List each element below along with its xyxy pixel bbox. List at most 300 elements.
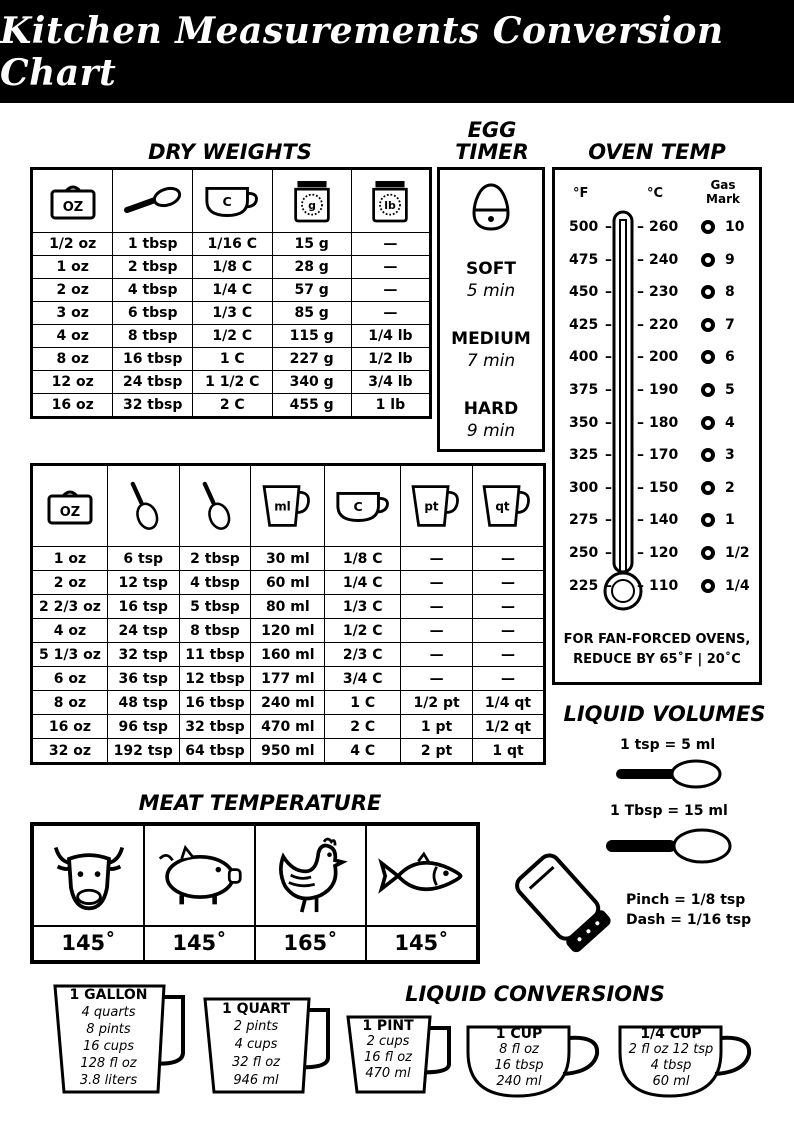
liquid-measure-line: 2 fl oz 12 tsp <box>628 1042 714 1057</box>
meat-temp-cell <box>144 926 255 961</box>
meat-cell <box>255 825 366 926</box>
gas-mark-value: 9 <box>725 251 735 268</box>
volume-cell: 3/4 C <box>325 667 401 691</box>
liquid-conversions-title: LIQUID CONVERSIONS <box>405 982 665 1006</box>
teaspoon-icon <box>614 757 724 791</box>
gas-flame-icon <box>701 481 715 495</box>
gas-flame-icon <box>701 448 715 462</box>
liquid-measure-3 <box>345 1014 453 1095</box>
volume-cell: 6 oz <box>32 667 108 691</box>
tick-mark: – <box>605 349 612 366</box>
oven-temp-row <box>555 413 759 435</box>
volume-row <box>32 667 545 691</box>
dry-row <box>32 302 431 325</box>
dry-cell: 8 tbsp <box>113 325 193 348</box>
liquid-measure-line: 128 fl oz <box>80 1056 137 1071</box>
oz-scale-icon <box>32 169 113 233</box>
gas-flame-icon <box>701 416 715 430</box>
tick-mark: – <box>605 512 612 529</box>
celsius-value: 240 <box>649 251 679 268</box>
dry-cell: 1 lb <box>351 394 430 418</box>
fahrenheit-value: 475 <box>569 251 599 268</box>
dry-cell: 115 g <box>272 325 351 348</box>
quart-jug-icon <box>473 465 545 547</box>
pound-scale-icon <box>351 169 430 233</box>
pinch-conversion: Pinch = 1/8 tsp <box>626 892 746 908</box>
volume-cell: 1 C <box>325 691 401 715</box>
liquid-measure-line: 240 ml <box>496 1074 542 1089</box>
dry-row <box>32 325 431 348</box>
dry-weights-title: DRY WEIGHTS <box>148 140 312 164</box>
liquid-measure-4 <box>465 1022 601 1099</box>
pint-jug-icon <box>401 465 473 547</box>
oz-scale-icon <box>32 465 108 547</box>
liquid-measure-head: 1 GALLON <box>69 987 148 1003</box>
tick-mark: – <box>605 414 612 431</box>
gas-mark-value: 10 <box>725 219 745 235</box>
volume-cell: 1 oz <box>32 547 108 571</box>
fan-forced-note <box>555 630 759 670</box>
oven-temp-title: OVEN TEMP <box>588 140 726 164</box>
fahrenheit-value: 450 <box>569 284 599 301</box>
volume-header-row <box>32 465 545 547</box>
liquid-measure-line: 4 cups <box>234 1037 278 1052</box>
dry-row <box>32 348 431 371</box>
tick-mark: – <box>637 447 644 464</box>
svg-text:ml: ml <box>274 499 291 514</box>
fahrenheit-value: 375 <box>569 382 599 398</box>
oven-temp-row <box>555 380 759 402</box>
liquid-measure-line: 16 tbsp <box>494 1058 544 1073</box>
liquid-measure-line: 2 cups <box>366 1034 410 1049</box>
volume-cell: 2 oz <box>32 571 108 595</box>
volume-cell: — <box>473 643 545 667</box>
volume-cell: 11 tbsp <box>179 643 251 667</box>
liquid-measure-line: 2 pints <box>233 1019 279 1034</box>
volume-cell: 1 pt <box>401 715 473 739</box>
gas-mark-value: 2 <box>725 479 735 496</box>
dry-weights-table <box>30 167 432 419</box>
volume-cell: 60 ml <box>251 571 325 595</box>
volume-cell: 1/2 pt <box>401 691 473 715</box>
volume-cell: 4 C <box>325 739 401 764</box>
dry-cell: 16 oz <box>32 394 113 418</box>
fish-icon <box>367 826 476 925</box>
fan-forced-line1: FOR FAN-FORCED OVENS, <box>563 632 751 647</box>
fahrenheit-header: °F <box>573 186 589 201</box>
meat-temperature-box <box>30 822 480 964</box>
dry-cell: 85 g <box>272 302 351 325</box>
egg-timer-item <box>440 328 542 372</box>
liquid-measure-line: 8 fl oz <box>499 1042 539 1057</box>
dry-cell: 1 tbsp <box>113 233 193 256</box>
celsius-value: 190 <box>649 382 679 398</box>
volume-cell: 2 C <box>325 715 401 739</box>
fahrenheit-value: 275 <box>569 512 599 529</box>
volume-cell: 32 tbsp <box>179 715 251 739</box>
volume-cell: 470 ml <box>251 715 325 739</box>
celsius-header: °C <box>647 186 664 201</box>
dry-cell: 32 tbsp <box>113 394 193 418</box>
volume-cell: 1/3 C <box>325 595 401 619</box>
fahrenheit-value: 300 <box>569 479 599 496</box>
volume-cell: 32 oz <box>32 739 108 764</box>
celsius-value: 260 <box>649 219 679 235</box>
celsius-value: 230 <box>649 284 679 301</box>
volume-row <box>32 571 545 595</box>
volume-cell: 16 tbsp <box>179 691 251 715</box>
svg-text:pt: pt <box>423 499 439 514</box>
egg-timer-icon <box>471 182 511 232</box>
liquid-measure-1 <box>52 983 187 1095</box>
dry-cell: 2 tbsp <box>113 256 193 279</box>
tick-mark: – <box>605 577 612 594</box>
tablespoon-icon <box>604 826 734 866</box>
fan-forced-line2: REDUCE BY 65˚F | 20˚C <box>573 652 741 667</box>
tick-mark: – <box>605 251 612 268</box>
liquid-measure-text <box>58 987 159 1089</box>
oven-temp-row <box>555 217 759 239</box>
gas-flame-icon <box>701 546 715 560</box>
volume-cell: — <box>473 667 545 691</box>
oven-temp-row <box>555 543 759 565</box>
volume-cell: 5 tbsp <box>179 595 251 619</box>
page-header <box>0 0 794 103</box>
dry-row <box>32 371 431 394</box>
volume-cell: 16 tsp <box>107 595 179 619</box>
cup-icon <box>192 169 272 233</box>
tick-mark: – <box>637 316 644 333</box>
egg-timer-item <box>440 258 542 302</box>
fahrenheit-value: 350 <box>569 414 599 431</box>
volume-cell: 32 tsp <box>107 643 179 667</box>
gas-mark-value: 3 <box>725 447 735 464</box>
ml-jug-icon <box>251 465 325 547</box>
dry-cell: 3/4 lb <box>351 371 430 394</box>
celsius-value: 110 <box>649 577 679 594</box>
meat-safe-temp: 165˚ <box>283 931 338 955</box>
liquid-measure-5 <box>617 1022 753 1099</box>
liquid-measure-line: 16 cups <box>82 1039 135 1054</box>
volume-row <box>32 691 545 715</box>
volume-row <box>32 619 545 643</box>
gas-flame-icon <box>701 318 715 332</box>
tick-mark: – <box>637 512 644 529</box>
oven-temp-row <box>555 315 759 337</box>
liquid-measure-text <box>351 1018 425 1082</box>
volume-cell: 4 oz <box>32 619 108 643</box>
gas-mark-value: 1/4 <box>725 577 750 594</box>
volume-row <box>32 715 545 739</box>
fahrenheit-value: 250 <box>569 545 599 561</box>
volume-cell: 240 ml <box>251 691 325 715</box>
volume-cell: 12 tsp <box>107 571 179 595</box>
liquid-measure-text <box>471 1026 567 1090</box>
oven-temp-row <box>555 445 759 467</box>
dry-cell: 340 g <box>272 371 351 394</box>
dry-cell: 4 oz <box>32 325 113 348</box>
liquid-measure-head: 1 QUART <box>222 1001 290 1017</box>
volume-cell: 1/4 C <box>325 571 401 595</box>
svg-text:C: C <box>222 193 233 209</box>
svg-text:g: g <box>307 199 316 213</box>
liquid-measure-line: 4 quarts <box>81 1005 136 1020</box>
gas-mark-value: 6 <box>725 349 735 366</box>
celsius-value: 140 <box>649 512 679 529</box>
dry-cell: 1 oz <box>32 256 113 279</box>
volume-row <box>32 643 545 667</box>
dry-row <box>32 279 431 302</box>
dry-cell: 24 tbsp <box>113 371 193 394</box>
dry-cell: 1/2 lb <box>351 348 430 371</box>
volume-cell: 80 ml <box>251 595 325 619</box>
dry-cell: 57 g <box>272 279 351 302</box>
gas-flame-icon <box>701 253 715 267</box>
dry-cell: 3 oz <box>32 302 113 325</box>
fahrenheit-value: 325 <box>569 447 599 464</box>
svg-text:qt: qt <box>495 499 510 514</box>
dry-cell: 1/16 C <box>192 233 272 256</box>
tablespoon-icon <box>179 465 251 547</box>
liquid-measure-head: 1/4 CUP <box>640 1026 702 1042</box>
celsius-value: 220 <box>649 316 679 333</box>
volume-cell: 12 tbsp <box>179 667 251 691</box>
liquid-measure-line: 946 ml <box>233 1073 279 1088</box>
volume-cell: 48 tsp <box>107 691 179 715</box>
liquid-measure-head: 1 CUP <box>495 1026 543 1042</box>
oven-temp-row <box>555 510 759 532</box>
cow-icon <box>34 826 143 925</box>
volume-cell: — <box>401 667 473 691</box>
volume-cell: 1/8 C <box>325 547 401 571</box>
gas-mark-value: 1 <box>725 512 735 529</box>
tick-mark: – <box>605 219 612 235</box>
liquid-measure-line: 4 tbsp <box>650 1058 692 1073</box>
dry-cell: 28 g <box>272 256 351 279</box>
volume-cell: 950 ml <box>251 739 325 764</box>
gas-mark-value: 4 <box>725 414 735 431</box>
page-title: Kitchen Measurements Conversion Chart <box>0 9 724 94</box>
oven-temp-row <box>555 478 759 500</box>
egg-doneness-label: HARD <box>463 399 519 419</box>
volume-cell: 8 tbsp <box>179 619 251 643</box>
liquid-measure-line: 8 pints <box>86 1022 131 1037</box>
teaspoon-icon <box>107 465 179 547</box>
celsius-value: 200 <box>649 349 679 366</box>
liquid-measure-line: 32 fl oz <box>232 1055 280 1070</box>
volume-cell: 177 ml <box>251 667 325 691</box>
dry-cell: 1/3 C <box>192 302 272 325</box>
gas-mark-value: 8 <box>725 284 735 301</box>
gas-flame-icon <box>701 220 715 234</box>
liquid-measure-2 <box>202 996 332 1095</box>
meat-temp-cell <box>366 926 477 961</box>
dry-row <box>32 394 431 418</box>
tick-mark: – <box>637 414 644 431</box>
egg-timer-item <box>440 398 542 442</box>
meat-cell <box>144 825 255 926</box>
dry-header-row <box>32 169 431 233</box>
tick-mark: – <box>637 382 644 398</box>
volume-cell: — <box>473 547 545 571</box>
dry-cell: 1/4 lb <box>351 325 430 348</box>
egg-boil-time: 9 min <box>466 421 516 441</box>
gas-mark-value: 1/2 <box>725 545 750 561</box>
dry-cell: 227 g <box>272 348 351 371</box>
dry-cell: 8 oz <box>32 348 113 371</box>
dry-cell: 1/2 C <box>192 325 272 348</box>
dry-cell: 6 tbsp <box>113 302 193 325</box>
volume-cell: 1/2 qt <box>473 715 545 739</box>
liquid-measure-line: 60 ml <box>652 1074 690 1089</box>
egg-doneness-label: SOFT <box>466 259 516 279</box>
tick-mark: – <box>605 447 612 464</box>
volume-cell: 24 tsp <box>107 619 179 643</box>
tick-mark: – <box>637 219 644 235</box>
volume-cell: — <box>401 547 473 571</box>
volume-cell: — <box>401 619 473 643</box>
meat-cell <box>366 825 477 926</box>
fahrenheit-value: 225 <box>569 577 599 594</box>
volume-cell: 1/2 C <box>325 619 401 643</box>
oven-temp-box <box>552 167 762 685</box>
gas-flame-icon <box>701 383 715 397</box>
tick-mark: – <box>605 284 612 301</box>
dry-cell: — <box>351 233 430 256</box>
fahrenheit-value: 500 <box>569 219 599 235</box>
volume-cell: — <box>401 643 473 667</box>
tick-mark: – <box>605 316 612 333</box>
meat-cell <box>33 825 144 926</box>
volume-cell: 96 tsp <box>107 715 179 739</box>
celsius-value: 170 <box>649 447 679 464</box>
liquid-measure-head: 1 PINT <box>362 1018 414 1034</box>
meat-safe-temp: 145˚ <box>394 931 449 955</box>
gas-flame-icon <box>701 285 715 299</box>
volume-cell: — <box>401 595 473 619</box>
svg-text:OZ: OZ <box>59 505 81 520</box>
fahrenheit-value: 400 <box>569 349 599 366</box>
egg-boil-time: 5 min <box>466 281 516 301</box>
salt-shaker-icon <box>508 848 618 958</box>
volume-cell: 64 tbsp <box>179 739 251 764</box>
liquid-measure-line: 16 fl oz <box>364 1050 412 1065</box>
meat-temperature-title: MEAT TEMPERATURE <box>138 791 382 815</box>
egg-doneness-label: MEDIUM <box>451 329 531 349</box>
volume-cell: 2 2/3 oz <box>32 595 108 619</box>
gas-flame-icon <box>701 350 715 364</box>
gas-mark-value: 7 <box>725 316 735 333</box>
svg-text:OZ: OZ <box>62 200 83 215</box>
volume-cell: 5 1/3 oz <box>32 643 108 667</box>
liquid-measure-line: 3.8 liters <box>79 1073 138 1088</box>
dry-cell: 1 C <box>192 348 272 371</box>
dry-cell: 16 tbsp <box>113 348 193 371</box>
tbsp-conversion: 1 Tbsp = 15 ml <box>610 803 728 819</box>
celsius-value: 150 <box>649 479 679 496</box>
meat-temp-cell <box>255 926 366 961</box>
dry-cell: 2 oz <box>32 279 113 302</box>
egg-boil-time: 7 min <box>466 351 516 371</box>
tick-mark: – <box>637 284 644 301</box>
dry-cell: 15 g <box>272 233 351 256</box>
dry-cell: 1/4 C <box>192 279 272 302</box>
dry-cell: — <box>351 302 430 325</box>
liquid-measure-line: 470 ml <box>365 1066 411 1081</box>
gas-flame-icon <box>701 579 715 593</box>
liquid-measure-text <box>623 1026 719 1090</box>
dash-conversion: Dash = 1/16 tsp <box>626 912 752 928</box>
volume-cell: 1/4 qt <box>473 691 545 715</box>
tick-mark: – <box>605 479 612 496</box>
volume-table <box>30 463 546 765</box>
pig-icon <box>145 826 254 925</box>
volume-cell: 2 tbsp <box>179 547 251 571</box>
dry-cell: 1 1/2 C <box>192 371 272 394</box>
volume-cell: 6 tsp <box>107 547 179 571</box>
volume-cell: 16 oz <box>32 715 108 739</box>
spoon-icon <box>113 169 193 233</box>
dry-cell: — <box>351 279 430 302</box>
svg-text:C: C <box>353 498 363 514</box>
tick-mark: – <box>637 479 644 496</box>
volume-cell: — <box>473 571 545 595</box>
volume-cell: 4 tbsp <box>179 571 251 595</box>
liquid-volumes-title: LIQUID VOLUMES <box>563 702 766 726</box>
chicken-icon <box>256 826 365 925</box>
celsius-value: 180 <box>649 414 679 431</box>
tick-mark: – <box>605 382 612 398</box>
volume-cell: — <box>401 571 473 595</box>
volume-cell: — <box>473 619 545 643</box>
volume-cell: 30 ml <box>251 547 325 571</box>
tick-mark: – <box>605 545 612 561</box>
dry-cell: 4 tbsp <box>113 279 193 302</box>
volume-cell: 1 qt <box>473 739 545 764</box>
oven-temp-row <box>555 250 759 272</box>
dry-cell: 455 g <box>272 394 351 418</box>
fahrenheit-value: 425 <box>569 316 599 333</box>
meat-safe-temp: 145˚ <box>172 931 227 955</box>
dry-row <box>32 256 431 279</box>
tick-mark: – <box>637 251 644 268</box>
meat-temp-cell <box>33 926 144 961</box>
volume-cell: 8 oz <box>32 691 108 715</box>
volume-row <box>32 739 545 764</box>
dry-cell: 2 C <box>192 394 272 418</box>
volume-cell: 2 pt <box>401 739 473 764</box>
cup-icon <box>325 465 401 547</box>
dry-cell: — <box>351 256 430 279</box>
tsp-conversion: 1 tsp = 5 ml <box>620 737 716 753</box>
celsius-value: 120 <box>649 545 679 561</box>
tick-mark: – <box>637 349 644 366</box>
volume-cell: 36 tsp <box>107 667 179 691</box>
tick-mark: – <box>637 545 644 561</box>
dry-cell: 12 oz <box>32 371 113 394</box>
oven-temp-row <box>555 576 759 598</box>
gas-mark-header: Gas Mark <box>706 178 740 206</box>
volume-cell: 2/3 C <box>325 643 401 667</box>
oven-temp-row <box>555 282 759 304</box>
liquid-measure-text <box>208 1000 304 1090</box>
gas-flame-icon <box>701 513 715 527</box>
volume-row <box>32 547 545 571</box>
volume-cell: 160 ml <box>251 643 325 667</box>
dry-cell: 1/2 oz <box>32 233 113 256</box>
volume-row <box>32 595 545 619</box>
egg-timer-box <box>437 167 545 452</box>
